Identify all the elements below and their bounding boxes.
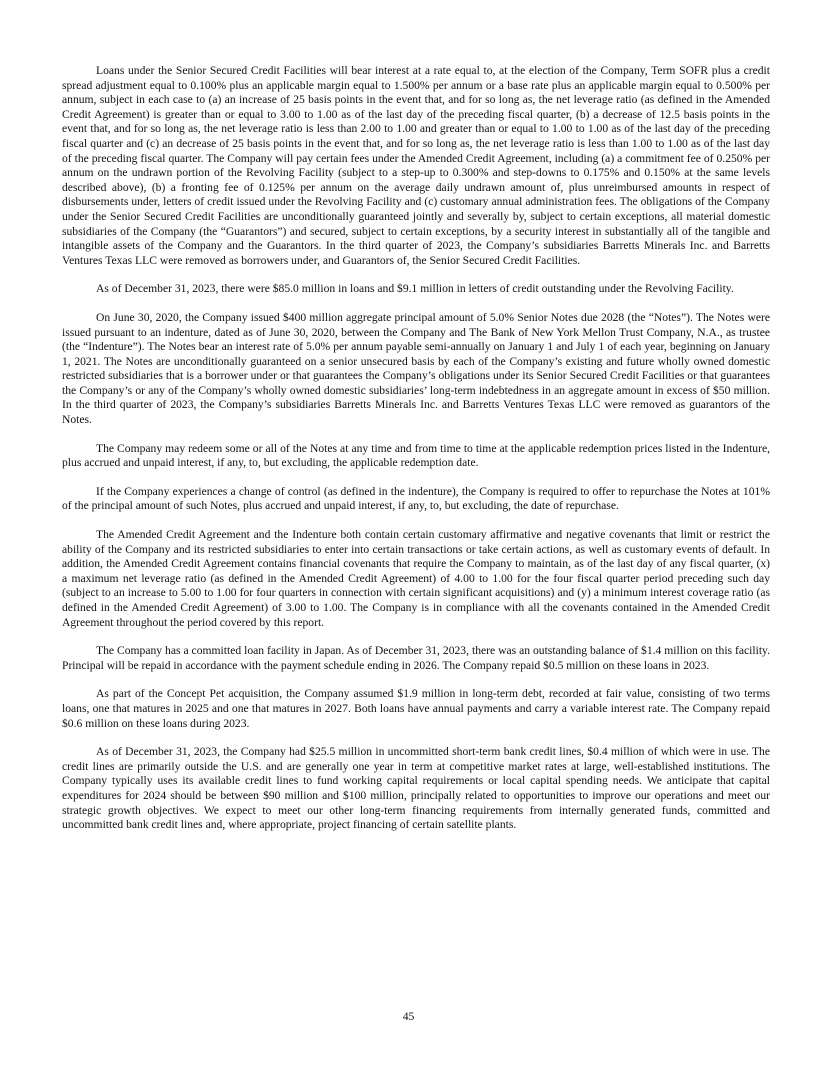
paragraph-notes-redemption: The Company may redeem some or all of the Notes at any time and from time to time at the applicable redemption prices listed in the Indenture, plus accrued and unpaid interest, if any, to, but excluding, the applicable redemption date.	[62, 441, 770, 470]
paragraph-credit-lines-capex: As of December 31, 2023, the Company had $25.5 million in uncommitted short-term bank credit lines, $0.4 million of which were in use. The credit lines are primarily outside the U.S. and are generally one year in term at competitive market rates at large, well-established institutions. The Company typically uses its available credit lines to fund working capital requirements or local capital spending needs. We anticipate that capital expenditures for 2024 should be between $90 million and $100 million, principally related to opportunities to improve our operations and meet our strategic growth objectives. We expect to meet our other long-term financing requirements from internally generated funds, committed and uncommitted bank credit lines and, where appropriate, project financing of certain satellite plants.	[62, 745, 770, 832]
page-number: 45	[402, 1010, 415, 1023]
paragraph-covenants: The Amended Credit Agreement and the Indenture both contain certain customary affirmative and negative covenants that limit or restrict the ability of the Company and its restricted subsidiaries to enter into certain transactions or take certain actions, as well as customary events of default. In addition, the Amended Credit Agreement contains financial covenants that require the Company to maintain, as of the last day of any fiscal quarter, (x) a maximum net leverage ratio (as defined in the Amended Credit Agreement) of 4.00 to 1.00 for the four fiscal quarter period preceding such day (subject to an increase to 5.00 to 1.00 for four quarters in connection with certain significant acquisitions) and (y) a minimum interest coverage ratio (as defined in the Amended Credit Agreement) of 3.00 to 1.00. The Company is in compliance with all the covenants contained in the Amended Credit Agreement throughout the period covered by this report.	[62, 528, 770, 629]
document-body	[62, 64, 770, 847]
paragraph-change-of-control: If the Company experiences a change of control (as defined in the indenture), the Company is required to offer to repurchase the Notes at 101% of the principal amount of such Notes, plus accrued and unpaid interest, if any, to, but excluding, the date of repurchase.	[62, 484, 770, 513]
paragraph-concept-pet-debt: As part of the Concept Pet acquisition, the Company assumed $1.9 million in long-term debt, recorded at fair value, consisting of two terms loans, one that matures in 2025 and one that matures in 2027. Both loans have annual payments and carry a variable interest rate. The Company repaid $0.6 million on these loans during 2023.	[62, 687, 770, 730]
paragraph-japan-loan-facility: The Company has a committed loan facility in Japan. As of December 31, 2023, there was an outstanding balance of $1.4 million on this facility. Principal will be repaid in accordance with the payment schedule ending in 2026. The Company repaid $0.5 million on these loans in 2023.	[62, 644, 770, 672]
paragraph-revolving-facility-balance: As of December 31, 2023, there were $85.0 million in loans and $9.1 million in letters of credit outstanding under the Revolving Facility.	[96, 282, 734, 296]
paragraph-senior-notes: On June 30, 2020, the Company issued $400 million aggregate principal amount of 5.0% Senior Notes due 2028 (the “Notes”). The Notes were issued pursuant to an indenture, dated as of June 30, 2020, between the Company and The Bank of New York Mellon Trust Company, N.A., as trustee (the “Indenture”). The Notes bear an interest rate of 5.0% per annum payable semi-annually on January 1 and July 1 of each year, beginning on January 1, 2021. The Notes are unconditionally guaranteed on a senior unsecured basis by each of the Company’s existing and future wholly owned domestic restricted subsidiaries that is a borrower under or that guarantees the Company’s obligations under its Senior Secured Credit Facilities or that guarantees the Company’s or any of the Company’s wholly owned domestic subsidiaries’ long-term indebtedness in an aggregate amount in excess of $50 million. In the third quarter of 2023, the Company’s subsidiaries Barretts Minerals Inc. and Barretts Ventures Texas LLC were removed as guarantors of the Notes.	[62, 310, 770, 427]
paragraph-senior-secured-interest: Loans under the Senior Secured Credit Facilities will bear interest at a rate equal to, at the election of the Company, Term SOFR plus a credit spread adjustment equal to 0.100% plus an applicable margin equal to 1.500% per annum or a base rate plus an applicable margin equal to 0.500% per annum, subject in each case to (a) an increase of 25 basis points in the event that, and for so long as, the net leverage ratio (as defined in the Amended Credit Agreement) is greater than or equal to 3.00 to 1.00 as of the last day of the preceding fiscal quarter, (b) a decrease of 12.5 basis points in the event that, and for so long as, the net leverage ratio is less than 2.00 to 1.00 and greater than or equal to 1.00 to 1.00 as of the last day of the preceding fiscal quarter and (c) an decrease of 25 basis points in the event that, and for so long as, the net leverage ratio is less than 1.00 to 1.00 as of the last day of the preceding fiscal quarter. The Company will pay certain fees under the Amended Credit Agreement, including (a) a commitment fee of 0.250% per annum on the undrawn portion of the Revolving Facility (subject to a step-up to 0.300% and step-downs to 0.175% and 0.150% at the same levels described above), (b) a fronting fee of 0.125% per annum on the average daily undrawn amount of, plus unreimbursed amounts in respect of disbursements under, letters of credit issued under the Revolving Facility and (c) customary annual administration fees. The obligations of the Company under the Senior Secured Credit Facilities are unconditionally guaranteed jointly and severally by, subject to certain exceptions, all material domestic subsidiaries of the Company (the “Guarantors”) and secured, subject to certain exceptions, by a security interest in substantially all of the tangible and intangible assets of the Company and the Guarantors. In the third quarter of 2023, the Company’s subsidiaries Barretts Minerals Inc. and Barretts Ventures Texas LLC were removed as borrowers under, and Guarantors of, the Senior Secured Credit Facilities.	[62, 64, 770, 267]
